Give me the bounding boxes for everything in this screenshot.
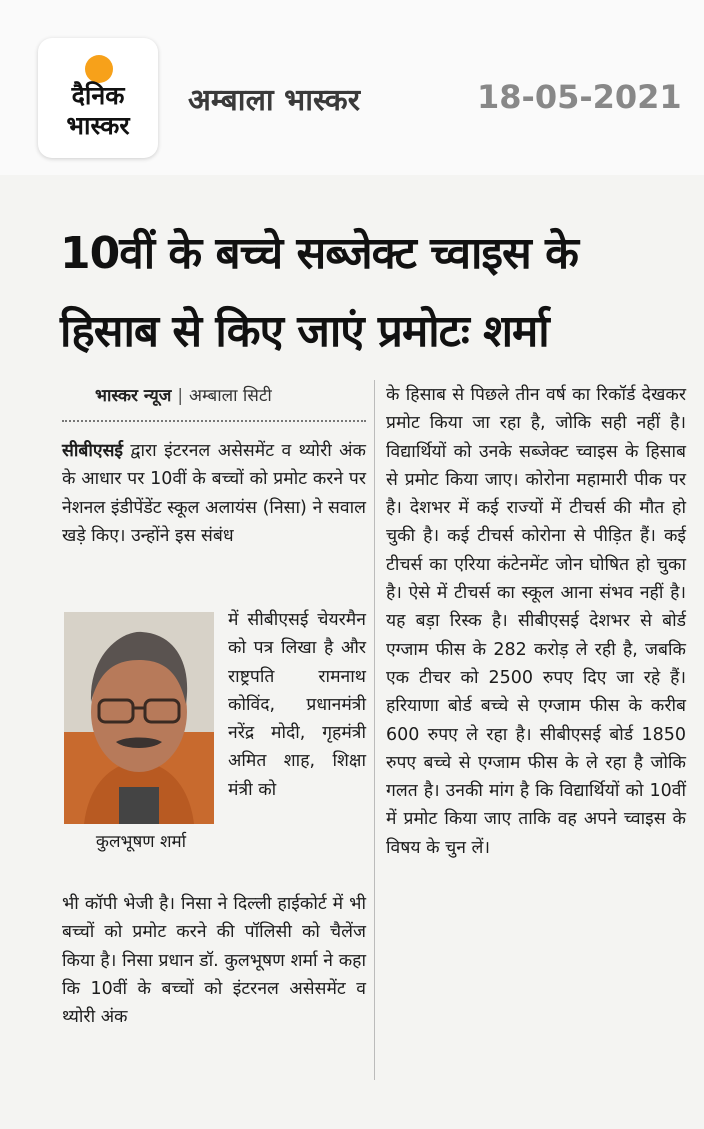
lead-word: सीबीएसई [62, 441, 123, 461]
photo-caption: कुलभूषण शर्मा [95, 832, 187, 852]
article-column1-bottom: भी कॉपी भेजी है। निसा ने दिल्ली हाईकोर्ट में भी बच्चों को प्रमोट करने की पॉलिसी को चैलेंज किया है। निसा प्रधान डॉ. कुलभूषण शर्मा ने कहा कि 10वीं के बच्चों को इंटरनल असेसमेंट व थ्योरी अंक [62, 894, 366, 1028]
column1-top-text: द्वारा इंटरनल असेसमेंट व थ्योरी अंक के आधार पर 10वीं के बच्चों को प्रमोट करने पर नेशनल इंडीपेंडेंट स्कूल अलायंस (निसा) ने सवाल खड़े किए। उन्होंने इस संबंध [62, 441, 366, 546]
article-column2: के हिसाब से पिछले तीन वर्ष का रिकॉर्ड देखकर प्रमोट किया जा रहा है, जोकि सही नहीं है। विद्यार्थियों को उनके सब्जेक्ट च्वाइस के हिसाब से प्रमोट किया जाए। कोरोना महामारी पीक पर है। देशभर में कई राज्यों में टीचर्स की मौत हो चुकी है। कई टीचर्स कोरोना से पीड़ित हैं। कई टीचर्स का एरिया कंटेनमेंट जोन घोषित हो चुका है। ऐसे में टीचर्स का स्कूल आना संभव नहीं है। यह बड़ा रिस्क है। सीबीएसई देशभर से बोर्ड एग्जाम फीस के 282 करोड़ ले रही है, जबकि एक टीचर को 2500 रुपए दिए जा रहे हैं। हरियाणा बोर्ड बच्चे से एग्जाम फीस के करीब 600 रुपए ले रहा है। सीबीएसई बोर्ड 1850 रुपए बच्चे से एग्जाम फीस के ले रहा है जोकि गलत है। उनकी मांग है कि विद्यार्थियों को 10वीं में प्रमोट किया जाए ताकि वह अपने च्वाइस के विषय के चुन लें। [386, 385, 686, 858]
column-divider [374, 380, 375, 1080]
byline-separator: | [177, 386, 184, 406]
article-column1-wrap-text: में सीबीएसई चेयरमैन को पत्र लिखा है और राष्ट्रपति रामनाथ कोविंद, प्रधानमंत्री नरेंद्र मोदी, गृहमंत्री अमित शाह, शिक्षा मंत्री को [228, 610, 366, 800]
logo-text-dainik: दैनिक [71, 81, 125, 110]
edition-date: 18-05-2021 [477, 78, 682, 116]
edition-name: अम्बाला भास्कर [188, 83, 360, 118]
dainik-bhaskar-logo[interactable] [38, 38, 158, 158]
byline-divider [62, 420, 366, 422]
page-header [0, 0, 704, 175]
sun-icon [85, 55, 113, 83]
byline-source: भास्कर न्यूज [95, 386, 172, 406]
article-headline: 10वीं के बच्चे सब्जेक्ट च्वाइस के हिसाब से किए जाएं प्रमोटः शर्मा [60, 228, 578, 357]
byline [95, 383, 385, 406]
logo-text-bhaskar: भास्कर [66, 111, 130, 140]
article-column1-top [62, 437, 366, 550]
byline-city: अम्बाला सिटी [188, 386, 272, 406]
kulbhushan-sharma-photo [64, 612, 214, 824]
portrait-illustration [64, 612, 214, 824]
